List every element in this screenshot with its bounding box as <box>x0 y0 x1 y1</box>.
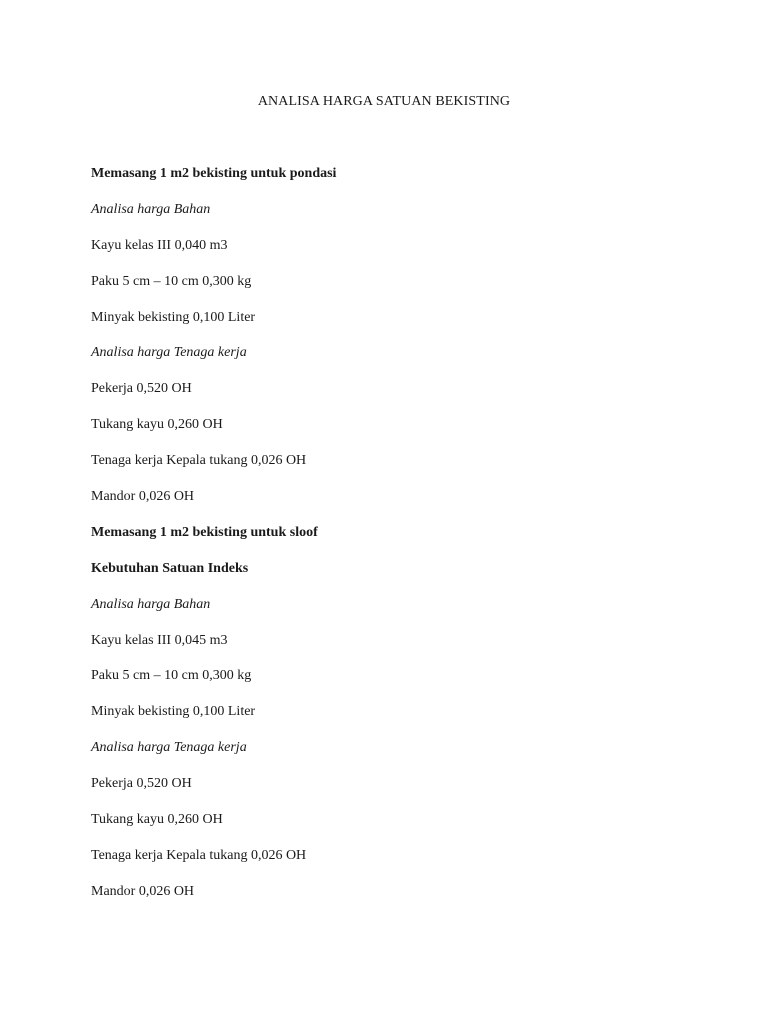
subsection-heading: Analisa harga Tenaga kerja <box>91 345 247 361</box>
line-item: Paku 5 cm – 10 cm 0,300 kg <box>91 668 252 684</box>
line-item: Kayu kelas III 0,045 m3 <box>91 632 228 648</box>
subsection-heading: Analisa harga Tenaga kerja <box>91 740 247 756</box>
section-heading: Memasang 1 m2 bekisting untuk sloof <box>91 524 318 540</box>
line-item: Kayu kelas III 0,040 m3 <box>91 237 228 253</box>
line-item: Mandor 0,026 OH <box>91 883 195 899</box>
subsection-heading: Analisa harga Bahan <box>91 596 211 612</box>
line-item: Tukang kayu 0,260 OH <box>91 812 223 828</box>
document-body <box>91 164 711 918</box>
subsection-heading: Analisa harga Bahan <box>91 201 211 217</box>
line-item: Mandor 0,026 OH <box>91 489 195 505</box>
line-item: Tukang kayu 0,260 OH <box>91 417 223 433</box>
line-item: Minyak bekisting 0,100 Liter <box>91 309 256 325</box>
line-item: Paku 5 cm – 10 cm 0,300 kg <box>91 273 252 289</box>
section-heading: Kebutuhan Satuan Indeks <box>91 560 249 576</box>
line-item: Tenaga kerja Kepala tukang 0,026 OH <box>91 453 307 469</box>
section-heading: Memasang 1 m2 bekisting untuk pondasi <box>91 166 337 181</box>
line-item: Tenaga kerja Kepala tukang 0,026 OH <box>91 847 307 863</box>
document-title: ANALISA HARGA SATUAN BEKISTING <box>257 94 511 109</box>
line-item: Pekerja 0,520 OH <box>91 776 192 792</box>
line-item: Minyak bekisting 0,100 Liter <box>91 704 256 720</box>
line-item: Pekerja 0,520 OH <box>91 381 192 397</box>
